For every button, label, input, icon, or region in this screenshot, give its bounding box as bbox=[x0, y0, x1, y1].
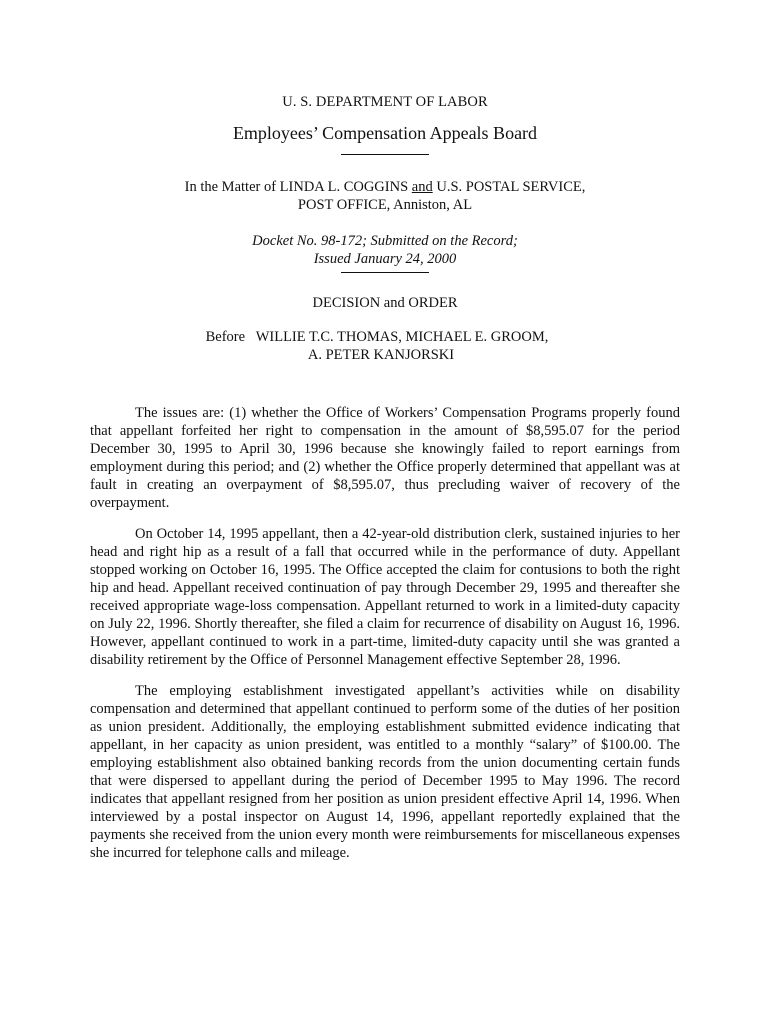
opinion-body bbox=[90, 404, 680, 862]
employer-text: U.S. POSTAL SERVICE, bbox=[436, 179, 586, 195]
paragraph: On October 14, 1995 appellant, then a 42-year-old distribution clerk, sustained injuries to her head and right hip as a result of a fall that occurred while in the performance of duty. Appellant stopped working on October 16, 1995. The Office accepted the claim for contusions to both the right hip and head. Appellant received continuation of pay through December 29, 1995 and thereafter she received appropriate wage-loss compensation. Appellant returned to work in a limited-duty capacity on July 22, 1996. Shortly thereafter, she filed a claim for recurrence of disability on August 16, 1996. However, appellant continued to work in a part-time, limited-duty capacity until she was granted a disability retirement by the Office of Personnel Management effective September 28, 1996. bbox=[90, 526, 680, 668]
board-title: Employees’ Compensation Appeals Board bbox=[232, 123, 538, 143]
panel-members bbox=[82, 328, 672, 364]
panel-names-line-2: A. PETER KANJORSKI bbox=[307, 347, 455, 363]
employer-location: POST OFFICE, Anniston, AL bbox=[297, 197, 473, 213]
paragraph: The employing establishment investigated appellant’s activities while on disability compensation and determined that appellant continued to perform some of the duties of her position as union president. Additionally, the employing establishment submitted evidence indicating that appellant, in her capacity as union president, was entitled to a monthly “salary” of $100.00. The employing establishment also obtained banking records from the union documenting certain funds that were dispersed to appellant during the period of December 1995 to May 1996. The record indicates that appellant resigned from her position as union president effective April 14, 1996. When interviewed by a postal inspector on August 14, 1996, appellant reportedly explained that the payments she received from the union every month were reimbursements for miscellaneous expenses she incurred for telephone calls and mileage. bbox=[90, 683, 680, 861]
docket-info bbox=[90, 232, 680, 268]
claimant-text: In the Matter of LINDA L. COGGINS bbox=[184, 179, 409, 195]
department-heading: U. S. DEPARTMENT OF LABOR bbox=[282, 94, 488, 110]
divider-rule bbox=[341, 272, 429, 273]
decision-heading: DECISION and ORDER bbox=[312, 295, 458, 311]
caption-conjunction: and bbox=[411, 179, 433, 195]
paragraph: The issues are: (1) whether the Office of Workers’ Compensation Programs properly found that appellant forfeited her right to compensation in the amount of $8,595.07 for the period December 30, 1995 to April 30, 1996 because she knowingly failed to report earnings from employment during this period; and (2) whether the Office properly determined that appellant was at fault in creating an overpayment of $8,595.07, thus precluding waiver of recovery of the overpayment. bbox=[90, 405, 680, 511]
panel-label: Before bbox=[205, 329, 246, 345]
case-caption bbox=[90, 178, 680, 214]
divider-rule bbox=[341, 154, 429, 155]
issued-date: Issued January 24, 2000 bbox=[313, 251, 457, 267]
docket-line-1: Docket No. 98-172; Submitted on the Record; bbox=[252, 233, 518, 249]
panel-names-line-1: WILLIE T.C. THOMAS, MICHAEL E. GROOM, bbox=[255, 329, 549, 345]
